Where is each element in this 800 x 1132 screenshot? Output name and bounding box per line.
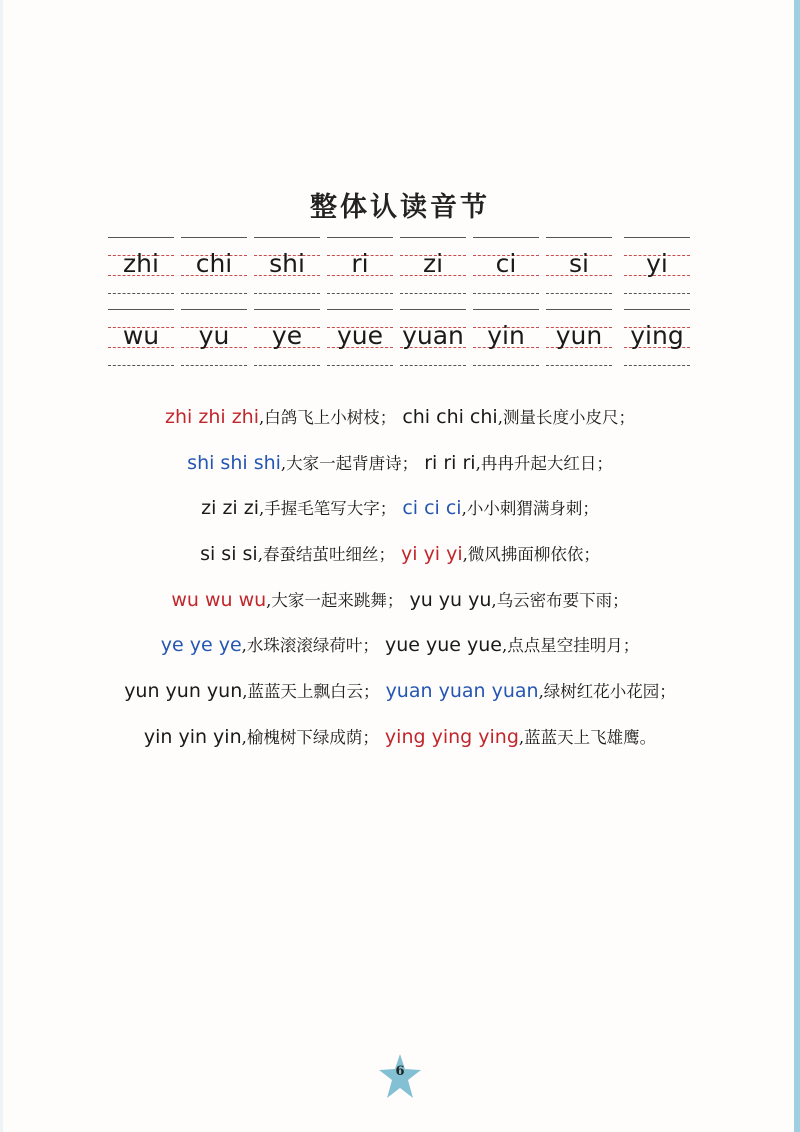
guide-line — [400, 365, 466, 366]
guide-line — [254, 309, 320, 310]
syllable-text: yi — [646, 249, 668, 278]
verse-text: ,白鸽飞上小树枝； — [259, 408, 397, 427]
verse-line — [0, 583, 800, 617]
guide-line — [181, 365, 247, 366]
syllable-grid-row-2 — [108, 309, 690, 365]
verse-line — [0, 674, 800, 708]
guide-line — [624, 293, 690, 294]
guide-line — [254, 237, 320, 238]
syllable-text: shi — [269, 249, 305, 278]
guide-line — [473, 237, 539, 238]
guide-line — [327, 365, 393, 366]
syllable-cell — [546, 309, 612, 365]
syllable-cell — [327, 309, 393, 365]
guide-line — [400, 237, 466, 238]
syllable-text: ye — [271, 321, 303, 350]
syllable-text: yin — [487, 321, 525, 350]
guide-line — [473, 293, 539, 294]
verse-pinyin: si si si — [200, 543, 258, 566]
syllable-cell — [327, 237, 393, 293]
guide-line — [254, 365, 320, 366]
guide-line — [108, 309, 174, 310]
verse-line — [0, 400, 800, 434]
verse-text: ,冉冉升起大红日； — [475, 453, 613, 473]
syllable-text: yun — [555, 321, 603, 350]
verse-text: ,微风拂面柳依依； — [462, 545, 600, 565]
guide-line — [473, 309, 539, 310]
guide-line — [546, 237, 612, 238]
syllable-cell — [400, 309, 466, 365]
syllable-text: yu — [198, 321, 230, 350]
guide-line — [546, 365, 612, 366]
verse-text: ,小小刺猬满身刺； — [461, 499, 599, 519]
guide-line — [108, 237, 174, 238]
verse-pinyin: yuan yuan yuan — [385, 680, 539, 703]
verse-pinyin: shi shi shi — [187, 451, 281, 474]
guide-line — [624, 309, 690, 310]
guide-line — [108, 365, 174, 366]
verse-block — [0, 400, 800, 766]
guide-line — [181, 309, 247, 310]
guide-line — [400, 293, 466, 294]
verse-pinyin: yu yu yu — [409, 588, 492, 611]
verse-pinyin: ye ye ye — [160, 634, 242, 657]
syllable-text: yue — [336, 321, 384, 350]
syllable-cell — [546, 237, 612, 293]
verse-pinyin: ri ri ri — [424, 451, 476, 474]
guide-line — [400, 309, 466, 310]
verse-text: ,春蚕结茧吐细丝； — [257, 545, 395, 565]
syllable-text: ci — [495, 249, 517, 278]
syllable-cell — [624, 309, 690, 365]
verse-pinyin: chi chi chi — [402, 406, 498, 428]
verse-text: ,蓝蓝天上飞雄鹰。 — [518, 727, 657, 747]
verse-pinyin: ying ying ying — [384, 725, 519, 748]
guide-line — [624, 237, 690, 238]
syllable-cell — [108, 237, 174, 293]
guide-line — [108, 293, 174, 294]
guide-line — [473, 365, 539, 366]
syllable-text: si — [569, 249, 589, 278]
verse-line — [0, 491, 800, 525]
guide-line — [181, 293, 247, 294]
syllable-cell — [108, 309, 174, 365]
verse-pinyin: wu wu wu — [171, 588, 267, 611]
guide-line — [327, 309, 393, 310]
verse-text: ,榆槐树下绿成荫； — [241, 727, 379, 747]
verse-text: ,蓝蓝天上飘白云； — [242, 682, 380, 702]
page-title: 整体认读音节 — [310, 192, 490, 223]
syllable-cell — [400, 237, 466, 293]
syllable-cell — [473, 309, 539, 365]
verse-line — [0, 446, 800, 480]
syllable-cell — [181, 309, 247, 365]
verse-text: ,水珠滚滚绿荷叶； — [241, 636, 379, 656]
syllable-grid-row-1 — [108, 237, 690, 293]
verse-pinyin: yi yi yi — [401, 543, 463, 566]
syllable-cell — [254, 309, 320, 365]
guide-line — [546, 293, 612, 294]
verse-pinyin: ci ci ci — [402, 497, 462, 520]
guide-line — [327, 293, 393, 294]
verse-pinyin: zi zi zi — [201, 497, 260, 520]
syllable-text: zi — [422, 249, 444, 278]
verse-text: ,点点星空挂明月； — [501, 636, 640, 656]
syllable-text: wu — [122, 321, 160, 350]
verse-text: ,乌云密布要下雨； — [491, 590, 629, 610]
guide-line — [327, 237, 393, 238]
verse-line — [0, 537, 800, 571]
page-number: 6 — [395, 1064, 405, 1079]
verse-text: ,大家一起背唐诗； — [280, 453, 419, 473]
syllable-text: zhi — [123, 249, 159, 278]
verse-pinyin: yin yin yin — [143, 725, 242, 748]
syllable-cell — [473, 237, 539, 293]
verse-pinyin: yue yue yue — [384, 634, 502, 657]
verse-line — [0, 628, 800, 662]
guide-line — [254, 293, 320, 294]
guide-line — [181, 237, 247, 238]
syllable-cell — [254, 237, 320, 293]
syllable-cell — [181, 237, 247, 293]
guide-line — [546, 309, 612, 310]
verse-text: ,手握毛笔写大字； — [259, 499, 397, 519]
syllable-text: yuan — [402, 321, 464, 350]
syllable-cell — [624, 237, 690, 293]
syllable-text: ri — [351, 249, 369, 278]
verse-text: ,绿树红花小花园； — [538, 682, 676, 702]
verse-pinyin: zhi zhi zhi — [165, 406, 260, 428]
syllable-text: ying — [630, 321, 684, 350]
verse-text: ,测量长度小皮尺； — [497, 408, 635, 427]
verse-line — [0, 720, 800, 754]
verse-text: ,大家一起来跳舞； — [266, 590, 404, 610]
guide-line — [624, 365, 690, 366]
verse-pinyin: yun yun yun — [124, 680, 243, 703]
syllable-text: chi — [195, 249, 233, 278]
